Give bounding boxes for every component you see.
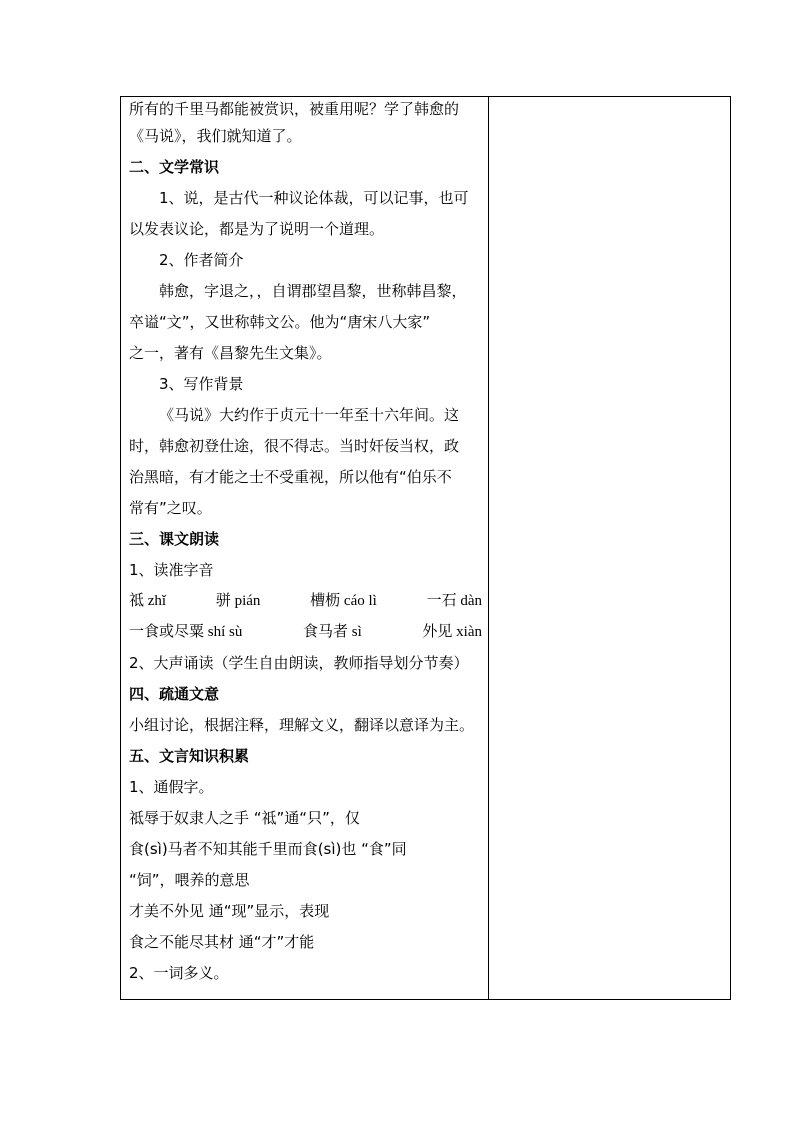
text-line: 1、读准字音 <box>129 561 214 579</box>
text-line: 《马说》，我们就知道了。 <box>129 127 302 145</box>
text-line: 之一，著有《昌黎先生文集》。 <box>129 344 332 362</box>
pinyin-item: 一石 dàn <box>426 593 482 609</box>
subheading-author: 2、作者简介 <box>159 251 244 269</box>
subheading-background: 3、写作背景 <box>159 375 244 393</box>
pinyin-item: 食马者 sì <box>303 624 362 640</box>
section-heading-reading: 三、课文朗读 <box>129 530 220 548</box>
text-line: 常有”之叹。 <box>129 499 212 517</box>
pinyin-item: 外见 xiàn <box>422 624 482 640</box>
pinyin-item: 祗 zhǐ <box>129 593 167 609</box>
text-line: 1、通假字。 <box>129 778 214 796</box>
pinyin-item: 槽枥 cáo lì <box>310 593 377 609</box>
text-line: 卒谥“文”，又世称韩文公。他为“唐宋八大家” <box>129 313 431 331</box>
section-heading-literature: 二、文学常识 <box>129 158 220 176</box>
text-line: “饲”，喂养的意思 <box>129 871 250 889</box>
lesson-content-cell <box>121 97 489 999</box>
text-line: 祗辱于奴隶人之手 “祗”通“只”，仅 <box>129 809 360 827</box>
pinyin-row <box>129 586 482 617</box>
text-line: 2、大声诵读（学生自由朗读，教师指导划分节奏） <box>129 654 469 672</box>
text-line: 才美不外见 通“现”显示，表现 <box>129 902 330 920</box>
lesson-table <box>120 96 731 1000</box>
text-line: 小组讨论，根据注释，理解文义，翻译以意译为主。 <box>129 716 475 734</box>
text-line: 治黑暗，有才能之士不受重视，所以他有“伯乐不 <box>129 468 452 486</box>
text-line: 食之不能尽其材 通“才”才能 <box>129 933 315 951</box>
text-line: 1、说，是古代一种议论体裁，可以记事，也可 <box>159 189 469 207</box>
notes-cell <box>489 97 730 999</box>
pinyin-item: 骈 pián <box>215 593 261 609</box>
text-line: 食(sì)马者不知其能千里而食(sì)也 “食”同 <box>129 840 407 858</box>
text-line: 以发表议论，都是为了说明一个道理。 <box>129 220 385 238</box>
text-line: 2、一词多义。 <box>129 964 229 982</box>
text-line: 所有的千里马都能被赏识，被重用呢？学了韩愈的 <box>129 100 460 118</box>
text-line: 韩愈，字退之，，自谓郡望昌黎，世称韩昌黎， <box>159 282 467 300</box>
section-heading-knowledge: 五、文言知识积累 <box>129 747 250 765</box>
text-line: 《马说》大约作于贞元十一年至十六年间。这 <box>159 406 460 424</box>
text-line: 时，韩愈初登仕途，很不得志。当时奸佞当权，政 <box>129 437 460 455</box>
section-heading-meaning: 四、疏通文意 <box>129 685 220 703</box>
pinyin-item: 一食或尽粟 shí sù <box>129 624 243 640</box>
pinyin-row <box>129 617 482 648</box>
